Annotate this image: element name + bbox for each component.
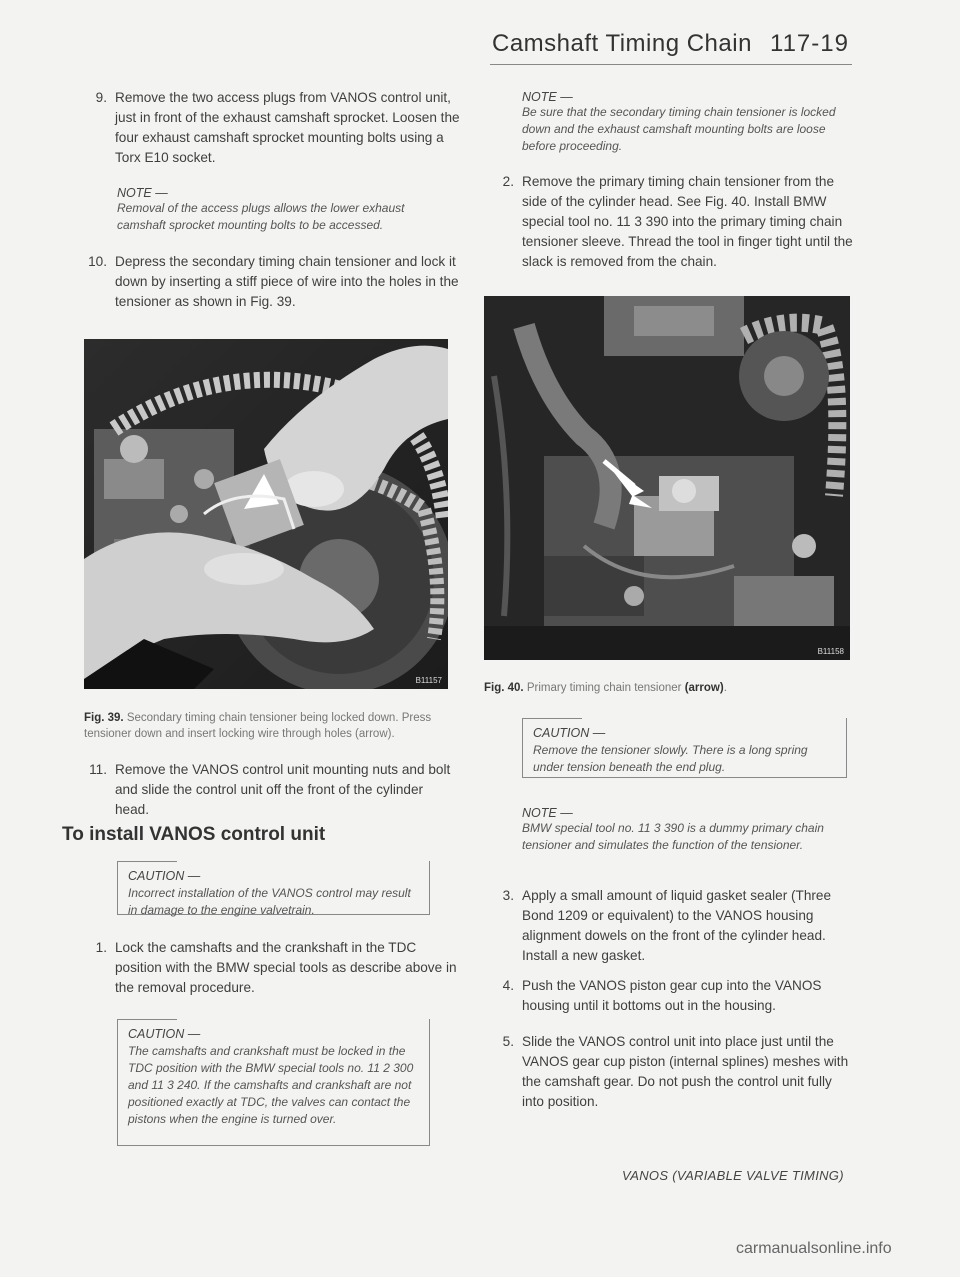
caution-installation bbox=[117, 861, 430, 915]
step-text: Depress the secondary timing chain tensioner and lock it down by inserting a stiff piece of wire into the holes in the tensioner as shown in Fig. 39. bbox=[115, 254, 459, 309]
step-text: Apply a small amount of liquid gasket sealer (Three Bond 1209 or equivalent) to the VANOS housing alignment dowels on the front of the cylinder head. Install a new gasket. bbox=[522, 888, 832, 963]
section-heading: To install VANOS control unit bbox=[62, 824, 326, 845]
step-number: 1. bbox=[95, 940, 107, 955]
caution-heading: CAUTION — bbox=[533, 726, 606, 740]
step-2 bbox=[492, 172, 857, 272]
caution-body: Incorrect installation of the VANOS control may result in damage to the engine valvetrain. bbox=[128, 886, 411, 917]
step-text: Lock the camshafts and the crankshaft in the TDC position with the BMW special tools as describe above in the removal procedure. bbox=[115, 940, 457, 995]
step-number: 9. bbox=[95, 90, 107, 105]
note-heading: NOTE — bbox=[522, 806, 573, 820]
step-11 bbox=[85, 760, 460, 820]
step-3 bbox=[492, 886, 857, 966]
step-number: 11. bbox=[89, 762, 107, 777]
fig-39-photo bbox=[84, 339, 448, 689]
step-number: 3. bbox=[502, 888, 514, 903]
fig-39-caption bbox=[84, 710, 454, 742]
tensioner-photo-illustration bbox=[84, 339, 448, 689]
note-body: Removal of the access plugs allows the lower exhaust camshaft sprocket mounting bolts to be accessed. bbox=[117, 201, 405, 232]
caution-body: The camshafts and crankshaft must be locked in the TDC position with the BMW special tools no. 11 2 300 and 11 3 240. If the camshafts and crankshaft are not positioned exactly at TDC, the valves can contact the pistons when the engine is turned over. bbox=[128, 1044, 414, 1126]
fig-40-caption bbox=[484, 680, 854, 696]
header-rule bbox=[490, 64, 852, 65]
fig-39-caption-text: Secondary timing chain tensioner being locked down. Press tensioner down and insert locking wire through holes (arrow). bbox=[84, 712, 432, 740]
step-4 bbox=[492, 976, 857, 1016]
step-text: Remove the primary timing chain tensioner from the side of the cylinder head. See Fig. 40. Install BMW special tool no. 11 3 390 into the primary timing chain tensioner sleeve. Thread the tool in finger tight until the slack is removed from the chain. bbox=[522, 174, 853, 269]
fig-40-caption-text: Primary timing chain tensioner bbox=[526, 682, 682, 694]
watermark: carmanualsonline.info bbox=[736, 1240, 892, 1257]
primary-tensioner-photo-illustration bbox=[484, 296, 850, 660]
fig-40-label: Fig. 40. bbox=[484, 682, 524, 694]
step-number: 2. bbox=[502, 174, 514, 189]
step-text: Slide the VANOS control unit into place just until the VANOS gear cup piston (internal splines) meshes with the camshaft gear. Do not push the control unit fully into position. bbox=[522, 1034, 849, 1109]
note-before-proceeding bbox=[522, 90, 837, 155]
step-9 bbox=[85, 88, 460, 168]
step-5 bbox=[492, 1032, 857, 1112]
fig-40-id: B11158 bbox=[817, 647, 844, 656]
step-number: 10. bbox=[88, 254, 107, 269]
fig-40-caption-end: . bbox=[723, 682, 727, 694]
caution-tdc bbox=[117, 1019, 430, 1146]
note-access-plugs bbox=[117, 186, 437, 234]
page-header-title: Camshaft Timing Chain bbox=[492, 30, 752, 57]
fig-40-caption-arrow: (arrow) bbox=[684, 682, 724, 694]
fig-39-id: B11157 bbox=[415, 676, 442, 685]
caution-tensioner bbox=[522, 718, 847, 778]
page-number: 117-19 bbox=[770, 30, 849, 57]
caution-body: Remove the tensioner slowly. There is a long spring under tension beneath the end plug. bbox=[533, 743, 808, 774]
step-number: 4. bbox=[502, 978, 514, 993]
note-heading: NOTE — bbox=[117, 186, 168, 200]
note-dummy-tensioner bbox=[522, 806, 840, 854]
step-10 bbox=[85, 252, 460, 312]
fig-39-label: Fig. 39. bbox=[84, 712, 124, 724]
caution-heading: CAUTION — bbox=[128, 869, 201, 883]
note-heading: NOTE — bbox=[522, 90, 573, 104]
step-1 bbox=[85, 938, 460, 998]
page-footer: VANOS (VARIABLE VALVE TIMING) bbox=[622, 1168, 844, 1183]
note-body: BMW special tool no. 11 3 390 is a dummy primary chain tensioner and simulates the function of the tensioner. bbox=[522, 821, 824, 852]
step-text: Remove the two access plugs from VANOS control unit, just in front of the exhaust camshaft sprocket. Loosen the four exhaust camshaft sprocket mounting bolts using a Torx E10 socket. bbox=[115, 90, 460, 165]
caution-heading: CAUTION — bbox=[128, 1027, 201, 1041]
step-number: 5. bbox=[502, 1034, 514, 1049]
fig-40-photo bbox=[484, 296, 850, 660]
step-text: Push the VANOS piston gear cup into the VANOS housing until it bottoms out in the housing. bbox=[522, 978, 822, 1013]
note-body: Be sure that the secondary timing chain tensioner is locked down and the exhaust camshaft mounting bolts are loose before proceeding. bbox=[522, 105, 836, 153]
step-text: Remove the VANOS control unit mounting nuts and bolt and slide the control unit off the front of the cylinder head. bbox=[115, 762, 451, 817]
